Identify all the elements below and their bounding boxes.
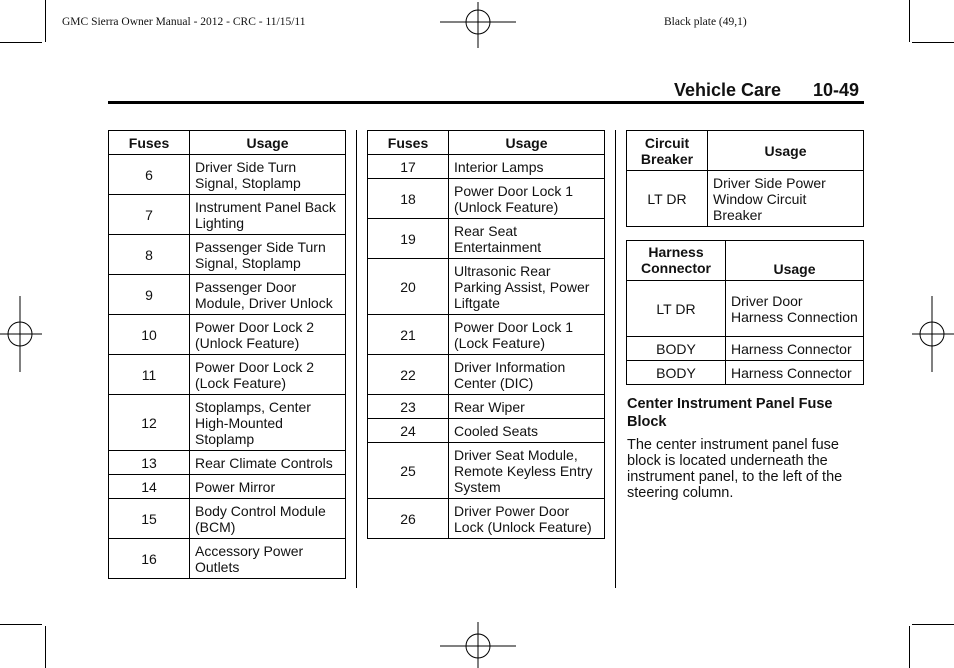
- crop-mark: [0, 624, 42, 625]
- table-row: [109, 315, 346, 355]
- fuse-number: 21: [368, 315, 449, 355]
- crop-mark: [0, 42, 42, 43]
- table-row: [368, 259, 605, 315]
- table-row: [368, 443, 605, 499]
- table-header-row: [368, 131, 605, 155]
- harness-id: BODY: [627, 361, 726, 385]
- column-header-fuses: Fuses: [109, 131, 190, 155]
- fuse-usage: Ultrasonic Rear Parking Assist, Power Liftgate: [449, 259, 605, 315]
- fuse-usage: Power Mirror: [190, 475, 346, 499]
- fuse-usage: Passenger Door Module, Driver Unlock: [190, 275, 346, 315]
- table-row: [368, 355, 605, 395]
- fuse-number: 26: [368, 499, 449, 539]
- table-row: [109, 499, 346, 539]
- table-row: [368, 395, 605, 419]
- fuse-number: 10: [109, 315, 190, 355]
- fuse-number: 25: [368, 443, 449, 499]
- column-divider: [615, 130, 616, 588]
- header-rule: [108, 101, 864, 104]
- harness-usage: Harness Connector: [726, 337, 864, 361]
- plate-label: Black plate (49,1): [664, 16, 747, 28]
- crop-mark: [909, 626, 910, 668]
- fuse-number: 18: [368, 179, 449, 219]
- table-row: [109, 195, 346, 235]
- registration-crosshair-icon: [440, 2, 516, 48]
- column-header-fuses: Fuses: [368, 131, 449, 155]
- registration-crosshair-icon: [440, 622, 516, 668]
- table-row: [109, 235, 346, 275]
- fuse-number: 17: [368, 155, 449, 179]
- column-header-usage: Usage: [708, 131, 864, 171]
- fuse-number: 8: [109, 235, 190, 275]
- table-row: [109, 395, 346, 451]
- fuse-number: 7: [109, 195, 190, 235]
- crop-mark: [45, 626, 46, 668]
- table-header-row: [627, 241, 864, 281]
- fuse-usage: Power Door Lock 2 (Unlock Feature): [190, 315, 346, 355]
- table-row: [627, 281, 864, 337]
- table-row: [109, 475, 346, 499]
- fuse-table-1: [108, 130, 346, 579]
- table-row: [368, 155, 605, 179]
- fuse-number: 11: [109, 355, 190, 395]
- fuse-number: 20: [368, 259, 449, 315]
- table-row: [109, 451, 346, 475]
- fuse-table-2: [367, 130, 605, 539]
- column-header-usage: Usage: [726, 241, 864, 281]
- fuse-usage: Driver Side Turn Signal, Stoplamp: [190, 155, 346, 195]
- fuse-number: 23: [368, 395, 449, 419]
- fuse-usage: Power Door Lock 2 (Lock Feature): [190, 355, 346, 395]
- harness-id: BODY: [627, 337, 726, 361]
- section-body: The center instrument panel fuse block is located underneath the instrument panel, to the left of the steering column.: [627, 437, 843, 501]
- registration-crosshair-icon: [912, 296, 954, 372]
- fuse-number: 16: [109, 539, 190, 579]
- fuse-usage: Instrument Panel Back Lighting: [190, 195, 346, 235]
- fuse-usage: Driver Seat Module, Remote Keyless Entry System: [449, 443, 605, 499]
- breaker-id: LT DR: [627, 171, 708, 227]
- table-header-row: [627, 131, 864, 171]
- section-title: Vehicle Care: [674, 80, 782, 100]
- fuse-number: 9: [109, 275, 190, 315]
- table-row: [368, 419, 605, 443]
- table-row: [368, 499, 605, 539]
- fuse-number: 12: [109, 395, 190, 451]
- fuse-number: 19: [368, 219, 449, 259]
- table-header-row: [109, 131, 346, 155]
- fuse-usage: Accessory Power Outlets: [190, 539, 346, 579]
- column-header-circuit-breaker: Circuit Breaker: [627, 131, 708, 171]
- fuse-number: 13: [109, 451, 190, 475]
- page-number: 10-49: [813, 80, 860, 100]
- fuse-usage: Rear Seat Entertainment: [449, 219, 605, 259]
- fuse-number: 15: [109, 499, 190, 539]
- fuse-usage: Cooled Seats: [449, 419, 605, 443]
- column-header-usage: Usage: [190, 131, 346, 155]
- crop-mark: [45, 0, 46, 42]
- table-row: [368, 179, 605, 219]
- fuse-usage: Driver Power Door Lock (Unlock Feature): [449, 499, 605, 539]
- table-row: [109, 275, 346, 315]
- fuse-number: 14: [109, 475, 190, 499]
- crop-mark: [912, 42, 954, 43]
- fuse-usage: Body Control Module (BCM): [190, 499, 346, 539]
- fuse-usage: Power Door Lock 1 (Lock Feature): [449, 315, 605, 355]
- manual-title: GMC Sierra Owner Manual - 2012 - CRC - 11/15/11: [62, 16, 306, 28]
- fuse-usage: Power Door Lock 1 (Unlock Feature): [449, 179, 605, 219]
- fuse-number: 24: [368, 419, 449, 443]
- table-row: [109, 155, 346, 195]
- column-header-usage: Usage: [449, 131, 605, 155]
- table-row: [109, 539, 346, 579]
- circuit-breaker-table: [626, 130, 864, 227]
- harness-id: LT DR: [627, 281, 726, 337]
- section-heading: Center Instrument Panel Fuse Block: [627, 396, 833, 430]
- column-divider: [356, 130, 357, 588]
- table-row: [627, 361, 864, 385]
- fuse-usage: Rear Wiper: [449, 395, 605, 419]
- fuse-usage: Interior Lamps: [449, 155, 605, 179]
- fuse-number: 6: [109, 155, 190, 195]
- fuse-usage: Rear Climate Controls: [190, 451, 346, 475]
- table-row: [627, 171, 864, 227]
- registration-crosshair-icon: [0, 296, 42, 372]
- breaker-usage: Driver Side Power Window Circuit Breaker: [708, 171, 864, 227]
- fuse-usage: Passenger Side Turn Signal, Stoplamp: [190, 235, 346, 275]
- harness-connector-table: [626, 240, 864, 385]
- table-row: [109, 355, 346, 395]
- table-row: [627, 337, 864, 361]
- crop-mark: [912, 624, 954, 625]
- harness-usage: Harness Connector: [726, 361, 864, 385]
- fuse-usage: Driver Information Center (DIC): [449, 355, 605, 395]
- fuse-number: 22: [368, 355, 449, 395]
- column-header-harness-connector: Harness Connector: [627, 241, 726, 281]
- fuse-usage: Stoplamps, Center High-Mounted Stoplamp: [190, 395, 346, 451]
- table-row: [368, 219, 605, 259]
- crop-mark: [909, 0, 910, 42]
- harness-usage: Driver Door Harness Connection: [726, 281, 864, 337]
- table-row: [368, 315, 605, 355]
